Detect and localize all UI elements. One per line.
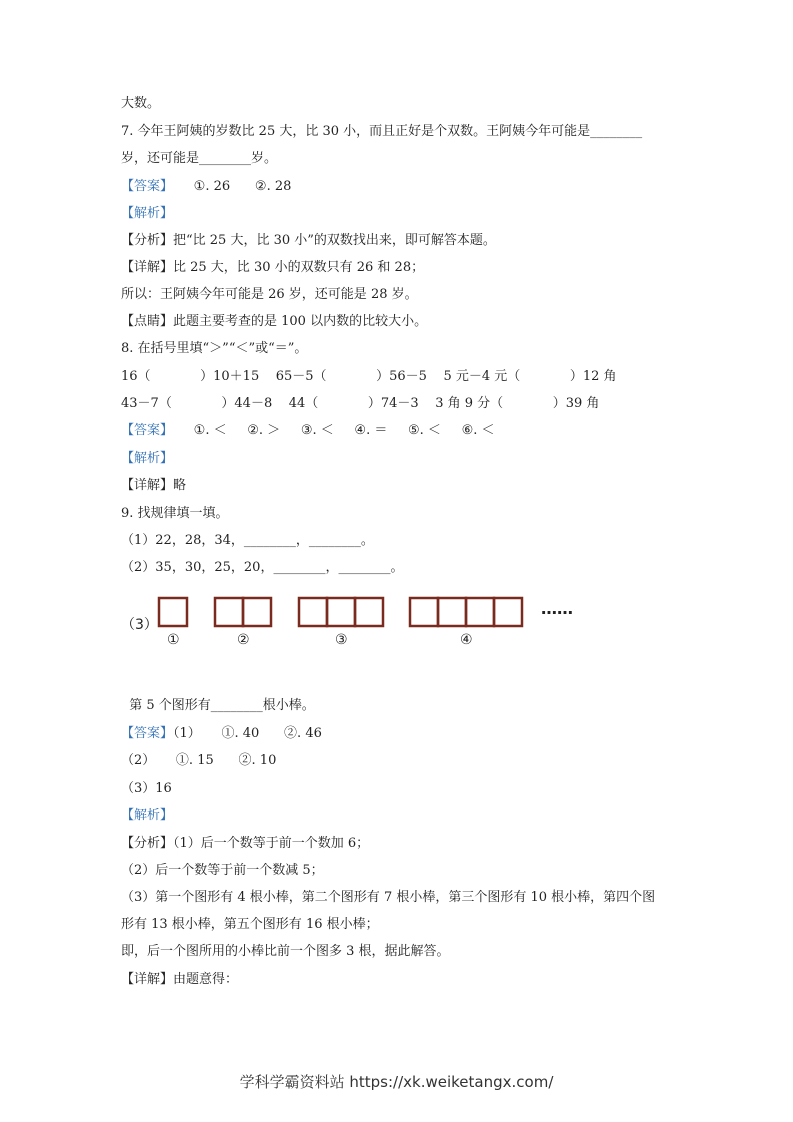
section-tag: 【答案】 [121,726,174,741]
matchstick-square [410,598,438,626]
line-text: （2） ①. 15 ②. 10 [121,753,277,768]
shape-label: ③ [335,632,348,648]
line-text: （3）16 [121,781,172,796]
figure-prefix: （3） [121,617,158,633]
text-line [121,971,238,989]
matchstick-square [159,598,187,626]
line-text: ①. ＜ ②. ＞ ③. ＜ ④. ＝ ⑤. ＜ ⑥. ＜ [173,423,495,438]
line-text: （1）22，28，34，________，________。 [121,533,374,548]
text-line [121,422,495,440]
text-line [121,725,322,743]
matchstick-square [466,598,494,626]
line-text: 【分析】（1）后一个数等于前一个数加 6； [121,836,370,851]
text-line [121,532,374,550]
shape-label: ② [237,632,250,648]
text-line [121,889,655,907]
line-text: 【分析】把“比 25 大，比 30 小”的双数找出来，即可解答本题。 [121,233,496,248]
line-text: 大数。 [121,96,161,111]
matchstick-square [494,598,522,626]
ellipsis: …… [541,599,573,618]
line-text: 【点睛】此题主要考查的是 100 以内数的比较大小。 [121,314,428,329]
text-line [121,780,172,798]
text-line [121,395,599,413]
section-tag: 【解析】 [121,451,174,466]
section-tag: 【答案】 [121,423,174,438]
text-line [121,340,307,358]
line-text: 即，后一个图所用的小棒比前一个图多 3 根，据此解答。 [121,944,450,959]
section-tag: 【解析】 [121,808,174,823]
square-shape-2 [215,598,271,648]
text-line [121,313,427,331]
text-line [121,559,403,577]
line-text: （3）第一个图形有 4 根小棒，第二个图形有 7 根小棒，第三个图形有 10 根小棒，第四个图 [121,890,656,905]
text-line [121,697,315,715]
text-line [121,505,229,523]
line-text: 【详解】略 [121,478,187,493]
line-text: （1） ①. 40 ②. 46 [173,726,322,741]
line-text: ①. 26 ②. 28 [173,179,292,194]
matchstick-square [438,598,466,626]
matchstick-square [327,598,355,626]
shape-label: ① [167,632,180,648]
footer-watermark: 学科学霸资料站 https://xk.weiketangx.com/ [239,1073,554,1091]
line-text: 43－7（ ）44－8 44（ ）74－3 3 角 9 分（ ）39 角 [121,396,600,411]
matchstick-square [355,598,383,626]
square-shape-3 [299,598,383,648]
text-line [121,752,276,770]
text-line [121,368,617,386]
matchstick-figure [121,592,641,652]
matchstick-square [299,598,327,626]
square-shape-1 [159,598,187,648]
line-text: 第 5 个图形有________根小棒。 [121,698,315,713]
line-text: 7. 今年王阿姨的岁数比 25 大，比 30 小，而且正好是个双数。王阿姨今年可能是________ [121,124,643,139]
shape-label: ④ [460,632,473,648]
text-line [121,150,277,168]
line-text: 【详解】比 25 大，比 30 小的双数只有 26 和 28； [121,260,425,275]
text-line [121,862,324,880]
text-line [121,123,642,141]
line-text: 【详解】由题意得： [121,972,239,987]
line-text: 所以：王阿姨今年可能是 26 岁，还可能是 28 岁。 [121,287,418,302]
text-line [121,178,291,196]
text-line [121,232,496,250]
text-line [121,807,173,825]
matchstick-square [215,598,243,626]
line-text: （2）后一个数等于前一个数减 5； [121,863,324,878]
section-tag: 【答案】 [121,179,174,194]
line-text: 岁，还可能是________岁。 [121,151,278,166]
text-line [121,286,418,304]
line-text: 16（ ）10＋15 65－5（ ）56－5 5 元－4 元（ ）12 角 [121,369,617,384]
line-text: 8. 在括号里填“＞”“＜”或“＝”。 [121,341,308,356]
text-line [121,450,173,468]
text-line [121,205,173,223]
section-tag: 【解析】 [121,206,174,221]
line-text: （2）35，30，25，20，________，________。 [121,560,404,575]
square-shape-4 [410,598,522,648]
text-line [121,835,369,853]
line-text: 形有 13 根小棒，第五个图形有 16 根小棒； [121,917,379,932]
text-line [121,477,186,495]
text-line [121,943,450,961]
matchstick-square [243,598,271,626]
text-line [121,916,379,934]
line-text: 9. 找规律填一填。 [121,506,229,521]
text-line [121,95,160,113]
text-line [121,259,424,277]
